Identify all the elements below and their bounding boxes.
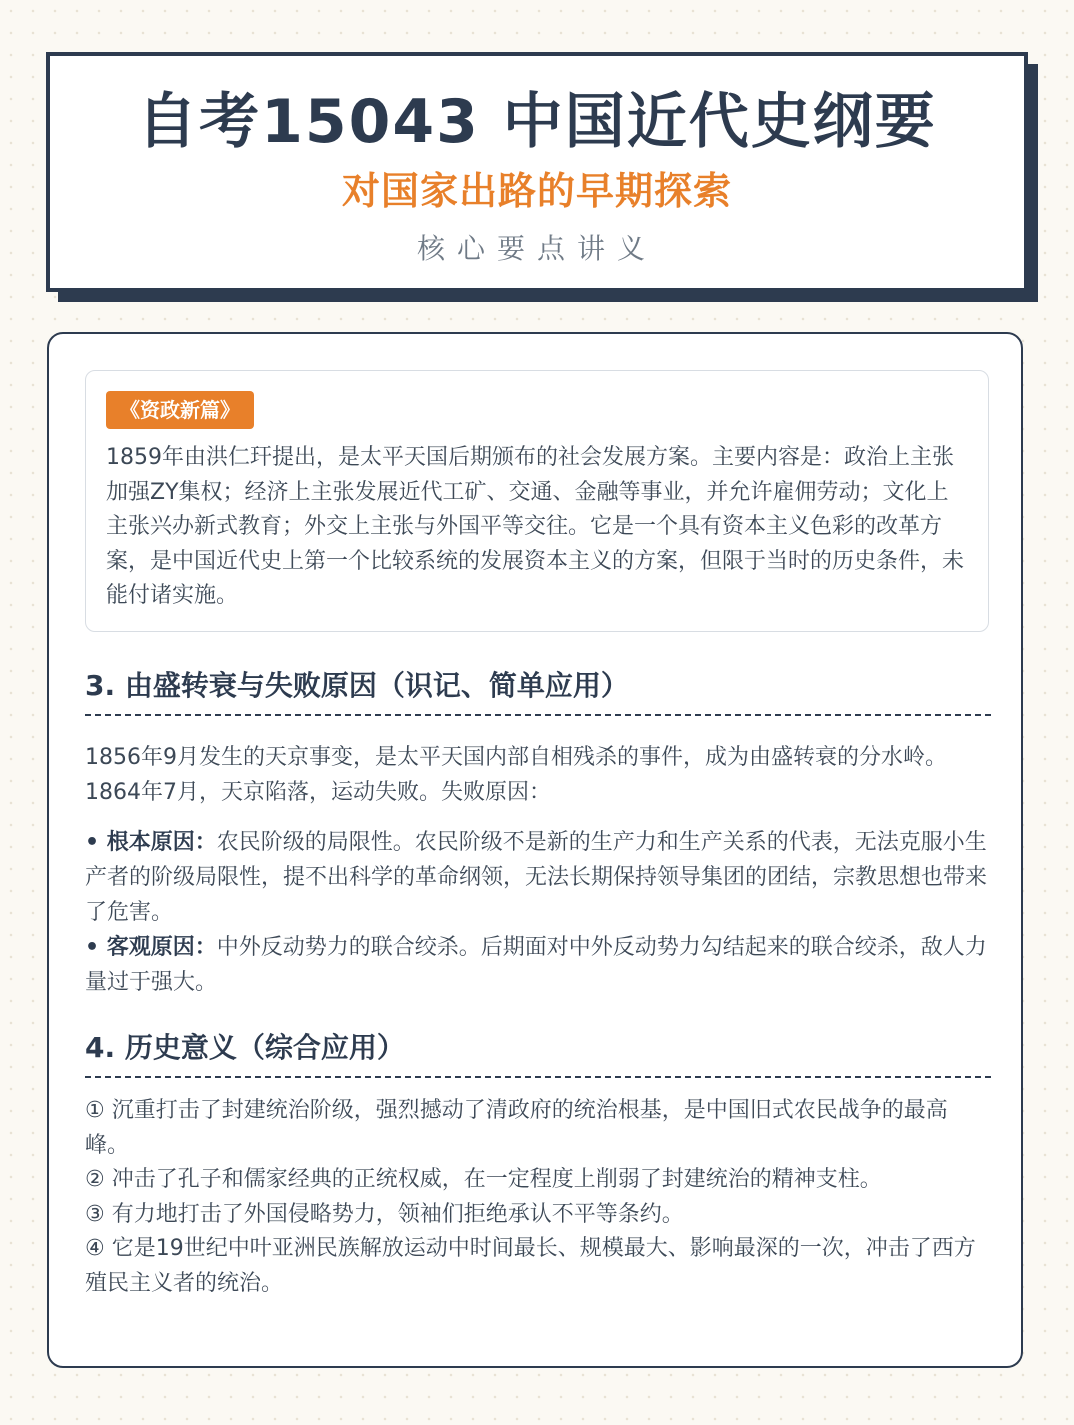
section-4-heading: 4. 历史意义（综合应用） [85, 1031, 405, 1064]
significance-list [85, 1094, 991, 1302]
page-tag: 核心要点讲义 [416, 232, 657, 265]
term-text: 1859年由洪仁玕提出，是太平天国后期颁布的社会发展方案。主要内容是：政治上主张加强ZY集权；经济上主张发展近代工矿、交通、金融等事业，并允许雇佣劳动；文化上主张兴办新式教育；外交上主张与外国平等交往。它是一个具有资本主义色彩的改革方案，是中国近代史上第一个比较系统的发展资本主义的方案，但限于当时的历史条件，未能付诸实施。 [106, 445, 965, 609]
bullet-text: 农民阶级的局限性。农民阶级不是新的生产力和生产关系的代表，无法克服小生产者的阶级局限性，提不出科学的革命纲领，无法长期保持领导集团的团结，宗教思想也带来了危害。 [85, 830, 988, 925]
term-box [85, 370, 989, 632]
bullet-label: • 客观原因： [85, 935, 217, 960]
section-3-divider [85, 714, 991, 716]
bullet-objective-cause [85, 930, 989, 1000]
list-item: ② 冲击了孔子和儒家经典的正统权威，在一定程度上削弱了封建统治的精神支柱。 [85, 1167, 882, 1193]
list-item: ③ 有力地打击了外国侵略势力，领袖们拒绝承认不平等条约。 [85, 1201, 684, 1227]
header-card [46, 52, 1028, 292]
bullet-label: • 根本原因： [85, 830, 217, 855]
list-item: ① 沉重打击了封建统治阶级，强烈撼动了清政府的统治根基，是中国旧式农民战争的最高峰。 [85, 1098, 948, 1158]
list-item: ④ 它是19世纪中叶亚洲民族解放运动中时间最长、规模最大、影响最深的一次，冲击了西方殖民主义者的统治。 [85, 1236, 976, 1296]
page-subtitle: 对国家出路的早期探索 [341, 169, 732, 213]
section-4-divider [85, 1076, 991, 1078]
bullet-text: 中外反动势力的联合绞杀。后期面对中外反动势力勾结起来的联合绞杀，敌人力量过于强大。 [85, 935, 987, 995]
section-3-intro: 1856年9月发生的天京事变，是太平天国内部自相残杀的事件，成为由盛转衰的分水岭。1864年7月，天京陷落，运动失败。失败原因： [85, 745, 947, 805]
bullet-root-cause [85, 825, 989, 930]
section-3-heading: 3. 由盛转衰与失败原因（识记、简单应用） [85, 669, 629, 702]
term-badge: 《资政新篇》 [106, 391, 254, 429]
page-title: 自考15043 中国近代史纲要 [137, 87, 937, 157]
content-card [47, 332, 1023, 1368]
